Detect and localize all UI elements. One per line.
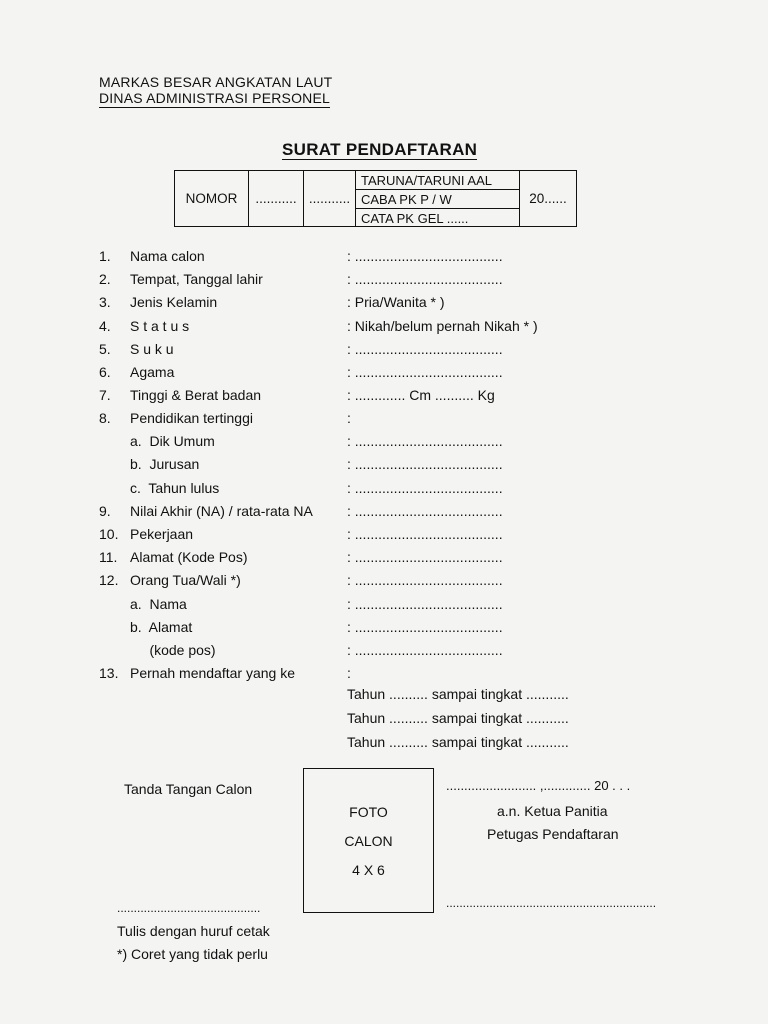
field-label: Tinggi & Berat badan	[130, 387, 262, 403]
tahun-line-1[interactable]: Tahun .......... sampai tingkat ...........	[347, 686, 569, 702]
nomor-option-taruna: TARUNA/TARUNI AAL	[356, 171, 519, 190]
field-label: Nama calon	[130, 248, 205, 264]
form-row	[0, 503, 768, 525]
row-number: 4.	[99, 318, 111, 334]
field-value[interactable]: : ......................................	[347, 619, 503, 635]
nomor-blank-1[interactable]: ...........	[249, 171, 304, 226]
field-label: b. Alamat	[130, 619, 193, 635]
field-label: Orang Tua/Wali *)	[130, 572, 241, 588]
field-label: Alamat (Kode Pos)	[130, 549, 248, 565]
form-row	[0, 341, 768, 363]
form-row	[0, 596, 768, 618]
row-number: 12.	[99, 572, 119, 588]
date-line[interactable]: ......................... ,............. 20 . . .	[446, 778, 631, 793]
field-label: S t a t u s	[130, 318, 190, 334]
field-value[interactable]: : ......................................	[347, 456, 503, 472]
form-row	[0, 433, 768, 455]
form-row	[0, 387, 768, 409]
header-line-2: DINAS ADMINISTRASI PERSONEL	[99, 90, 331, 106]
form-row	[0, 642, 768, 664]
field-value[interactable]: :	[347, 410, 351, 426]
photo-box	[303, 768, 434, 913]
ketua-panitia-label: a.n. Ketua Panitia	[497, 803, 608, 819]
row-number: 6.	[99, 364, 111, 380]
row-number: 8.	[99, 410, 111, 426]
field-label: Pernah mendaftar yang ke	[130, 665, 295, 681]
field-label: Jenis Kelamin	[130, 294, 218, 310]
field-value[interactable]: : ......................................	[347, 271, 503, 287]
form-row	[0, 318, 768, 340]
field-label: Agama	[130, 364, 175, 380]
form-row	[0, 480, 768, 502]
field-value[interactable]: : ......................................	[347, 433, 503, 449]
nomor-blank-2[interactable]: ...........	[304, 171, 356, 226]
row-number: 13.	[99, 665, 119, 681]
field-value[interactable]: : ......................................	[347, 549, 503, 565]
signature-label: Tanda Tangan Calon	[124, 781, 253, 797]
field-value[interactable]: : ......................................	[347, 364, 503, 380]
field-label: (kode pos)	[130, 642, 216, 658]
tahun-line-3[interactable]: Tahun .......... sampai tingkat ...........	[347, 734, 569, 750]
field-value[interactable]: : ......................................	[347, 572, 503, 588]
field-label: a. Dik Umum	[130, 433, 215, 449]
form-row	[0, 549, 768, 571]
note-strike-unneeded: *) Coret yang tidak perlu	[117, 946, 268, 962]
form-row	[0, 248, 768, 270]
field-label: b. Jurusan	[130, 456, 200, 472]
nomor-options	[356, 171, 520, 226]
nomor-option-caba: CABA PK P / W	[356, 190, 519, 209]
field-label: S u k u	[130, 341, 174, 357]
officer-signature-line[interactable]: ...............................................................	[446, 896, 657, 910]
row-number: 11.	[99, 549, 118, 565]
row-number: 9.	[99, 503, 111, 519]
row-number: 3.	[99, 294, 111, 310]
field-value[interactable]: : ............. Cm .......... Kg	[347, 387, 495, 403]
field-value[interactable]: : ......................................	[347, 503, 503, 519]
field-value[interactable]: : ......................................	[347, 526, 503, 542]
field-value[interactable]: : ......................................	[347, 248, 503, 264]
photo-label-size: 4 X 6	[352, 862, 385, 878]
form-row	[0, 410, 768, 432]
petugas-label: Petugas Pendaftaran	[487, 826, 619, 842]
candidate-signature-line[interactable]: ...........................................	[117, 901, 261, 915]
form-row	[0, 665, 768, 687]
field-label: c. Tahun lulus	[130, 480, 220, 496]
photo-label-calon: CALON	[344, 833, 393, 849]
form-row	[0, 364, 768, 386]
field-label: Pekerjaan	[130, 526, 194, 542]
form-row	[0, 526, 768, 548]
field-value[interactable]: : ......................................	[347, 341, 503, 357]
row-number: 10.	[99, 526, 119, 542]
field-label: a. Nama	[130, 596, 187, 612]
form-row	[0, 294, 768, 316]
field-label: Nilai Akhir (NA) / rata-rata NA	[130, 503, 313, 519]
tahun-line-2[interactable]: Tahun .......... sampai tingkat ...........	[347, 710, 569, 726]
nomor-table	[174, 170, 577, 227]
header-line-1: MARKAS BESAR ANGKATAN LAUT	[99, 74, 333, 90]
row-number: 5.	[99, 341, 111, 357]
field-value[interactable]: : ......................................	[347, 480, 503, 496]
form-row	[0, 619, 768, 641]
note-block-letters: Tulis dengan huruf cetak	[117, 923, 270, 939]
nomor-label: NOMOR	[175, 171, 249, 226]
field-value[interactable]: :	[347, 665, 351, 681]
field-label: Tempat, Tanggal lahir	[130, 271, 263, 287]
photo-label-foto: FOTO	[349, 804, 388, 820]
form-row	[0, 456, 768, 478]
form-row	[0, 271, 768, 293]
row-number: 7.	[99, 387, 111, 403]
field-label: Pendidikan tertinggi	[130, 410, 253, 426]
nomor-option-cata: CATA PK GEL ......	[361, 211, 469, 226]
nomor-year[interactable]: 20......	[529, 191, 567, 206]
field-value[interactable]: : ......................................	[347, 596, 503, 612]
field-value[interactable]: : Nikah/belum pernah Nikah * )	[347, 318, 538, 334]
field-value[interactable]: : ......................................	[347, 642, 503, 658]
page-title: SURAT PENDAFTARAN	[282, 140, 478, 159]
row-number: 2.	[99, 271, 111, 287]
row-number: 1.	[99, 248, 111, 264]
field-value[interactable]: : Pria/Wanita * )	[347, 294, 445, 310]
form-row	[0, 572, 768, 594]
